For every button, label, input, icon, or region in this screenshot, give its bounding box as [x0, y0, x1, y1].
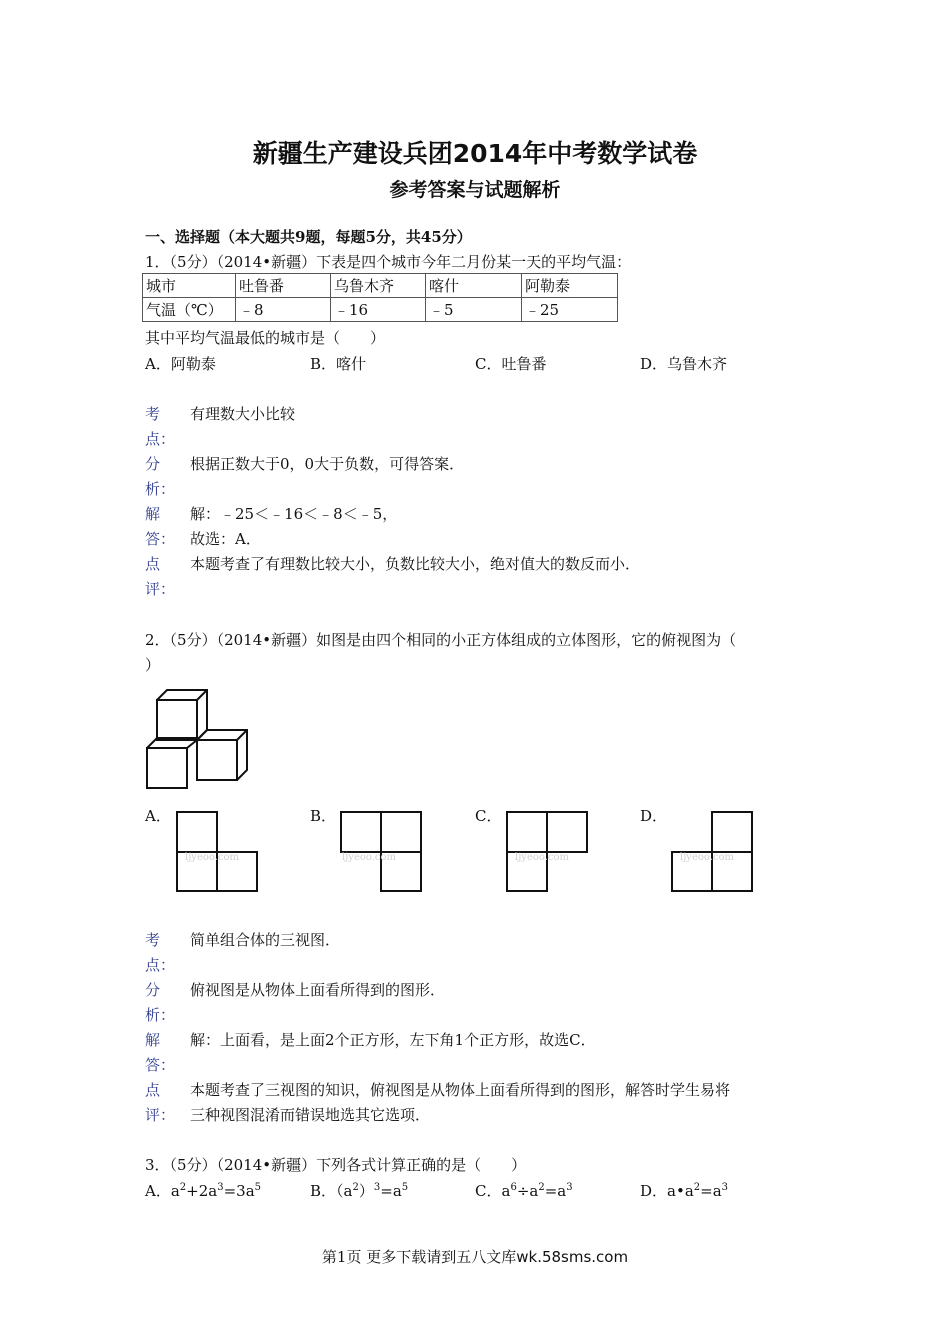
math-term: （a [336, 1182, 353, 1200]
watermark: ljyeoo.com [185, 852, 240, 863]
q1-option-b: B．喀什 [310, 355, 367, 373]
exponent: 3 [373, 1182, 381, 1193]
label-jieda: 答： [145, 530, 176, 548]
q3-option-b [310, 1180, 408, 1201]
label-kaodian: 点： [145, 956, 176, 974]
option-label: A． [145, 1182, 171, 1200]
math-term: +2a [186, 1182, 218, 1200]
label-jieda: 解 [145, 505, 161, 523]
q1-kaodian: 有理数大小比较 [190, 405, 296, 423]
watermark: ljyeoo.com [342, 852, 397, 863]
q2-dianping-line1: 本题考查了三视图的知识，俯视图是从物体上面看所得到的图形，解答时学生易将 [190, 1081, 731, 1099]
math-term: =a [544, 1182, 567, 1200]
label-jieda: 解 [145, 1031, 161, 1049]
exponent: 6 [510, 1182, 517, 1193]
table-row [143, 298, 618, 322]
q3-option-a [145, 1180, 261, 1201]
math-term: ÷a [516, 1182, 539, 1200]
q1-option-d: D．乌鲁木齐 [640, 355, 728, 373]
footer-text: 第1页 更多下载请到五八文库 [321, 1248, 517, 1266]
table-cell: 吐鲁番 [236, 274, 331, 298]
math-term: ） [358, 1182, 374, 1200]
page-subtitle: 参考答案与试题解析 [389, 179, 561, 201]
label-fenxi: 析： [145, 480, 176, 498]
table-cell: ﹣5 [426, 298, 522, 322]
exponent: 2 [179, 1182, 187, 1193]
table-cell: 乌鲁木齐 [331, 274, 426, 298]
option-label: B． [310, 1182, 337, 1200]
label-jieda: 答： [145, 1056, 176, 1074]
label-kaodian: 考 [145, 405, 161, 423]
option-label: D． [640, 1182, 668, 1200]
q2-stem-end: ） [145, 656, 161, 674]
footer-link[interactable]: wk.58sms.com [516, 1248, 629, 1266]
q1-stem: 1．（5分）（2014•新疆）下表是四个城市今年二月份某一天的平均气温： [145, 253, 632, 271]
cube-figure [140, 683, 256, 793]
math-term: a [501, 1182, 511, 1200]
q1-fenxi: 根据正数大于0，0大于负数，可得答案． [190, 455, 465, 473]
q3-option-d [640, 1180, 728, 1201]
q1-option-c: C．吐鲁番 [475, 355, 547, 373]
label-fenxi: 分 [145, 455, 161, 473]
watermark: ljyeoo.com [515, 852, 570, 863]
q1-option-a: A．阿勒泰 [145, 355, 216, 373]
q2-option-d-label: D． [640, 807, 668, 825]
exponent: 2 [538, 1182, 545, 1193]
table-cell: ﹣16 [331, 298, 426, 322]
q3-option-c [475, 1180, 573, 1201]
temperature-table [142, 273, 618, 322]
q1-jieda-line2: 故选：A． [190, 530, 261, 548]
q1-jieda-line1: 解：﹣25＜﹣16＜﹣8＜﹣5， [190, 505, 398, 523]
q2-option-a-label: A． [145, 807, 171, 825]
q2-kaodian: 简单组合体的三视图． [190, 931, 341, 949]
exponent: 2 [352, 1182, 359, 1193]
q3-stem: 3．（5分）（2014•新疆）下列各式计算正确的是（ ） [145, 1156, 527, 1174]
q2-jieda: 解：上面看，是上面2个正方形，左下角1个正方形，故选C． [190, 1031, 596, 1049]
math-term: =a [700, 1182, 722, 1200]
label-kaodian: 考 [145, 931, 161, 949]
label-kaodian: 点： [145, 430, 176, 448]
exponent: 3 [217, 1182, 224, 1193]
math-term: =3a [223, 1182, 255, 1200]
label-dianping: 评： [145, 1106, 176, 1124]
table-row [143, 274, 618, 298]
table-cell: 阿勒泰 [522, 274, 618, 298]
exponent: 5 [254, 1182, 262, 1193]
exponent: 3 [566, 1182, 573, 1193]
q1-dianping: 本题考查了有理数比较大小，负数比较大小，绝对值大的数反而小． [190, 555, 641, 573]
exponent: 2 [693, 1182, 701, 1193]
math-term: =a [380, 1182, 402, 1200]
table-cell: ﹣25 [522, 298, 618, 322]
q1-question: 其中平均气温最低的城市是（ ） [145, 329, 386, 347]
exponent: 3 [721, 1182, 729, 1193]
label-dianping: 点 [145, 555, 161, 573]
table-cell: 喀什 [426, 274, 522, 298]
label-fenxi: 分 [145, 981, 161, 999]
section-heading: 一、选择题（本大题共9题，每题5分，共45分） [145, 228, 472, 246]
page-footer [0, 1246, 950, 1267]
exponent: 5 [401, 1182, 409, 1193]
page-title: 新疆生产建设兵团2014年中考数学试卷 [252, 139, 698, 168]
math-term: a [170, 1182, 180, 1200]
watermark: ljyeoo.com [680, 852, 735, 863]
option-label: C． [475, 1182, 502, 1200]
table-cell: ﹣8 [236, 298, 331, 322]
q2-stem: 2．（5分）（2014•新疆）如图是由四个相同的小正方体组成的立体图形，它的俯视图为（ [145, 631, 737, 649]
q2-option-c-label: C． [475, 807, 502, 825]
label-fenxi: 析： [145, 1006, 176, 1024]
table-cell: 气温（℃） [143, 298, 236, 322]
table-cell: 城市 [143, 274, 236, 298]
label-dianping: 点 [145, 1081, 161, 1099]
label-dianping: 评： [145, 580, 176, 598]
q2-dianping-line2: 三种视图混淆而错误地选其它选项． [190, 1106, 431, 1124]
q2-option-b-label: B． [310, 807, 337, 825]
math-term: a•a [667, 1182, 694, 1200]
q2-fenxi: 俯视图是从物体上面看所得到的图形． [190, 981, 446, 999]
